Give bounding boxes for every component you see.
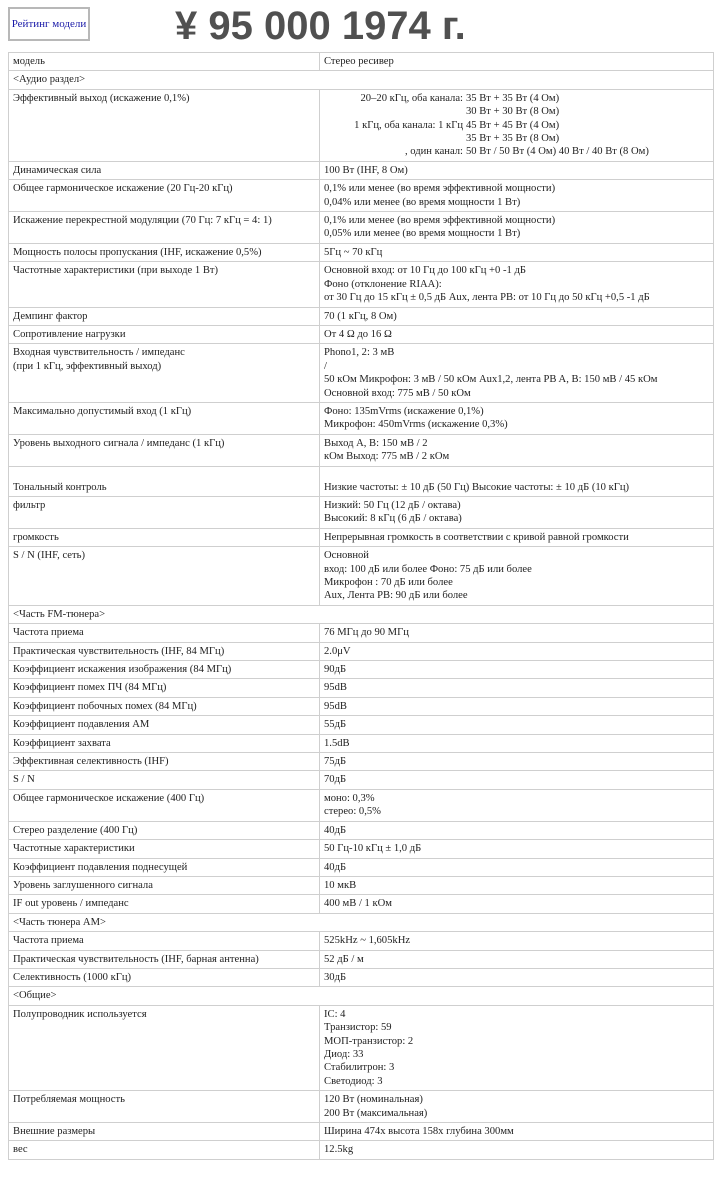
- spec-value: [320, 180, 714, 212]
- spec-value: [320, 243, 714, 261]
- effective-output-value: 35 Вт + 35 Вт (8 Ом): [466, 133, 560, 145]
- spec-row: [9, 624, 714, 642]
- section-heading: <Общие>: [9, 987, 714, 1005]
- spec-row: [9, 161, 714, 179]
- spec-label: [9, 53, 320, 71]
- effective-output-condition: [330, 132, 463, 145]
- spec-value-line: 70дБ: [324, 774, 347, 786]
- spec-label-text: Общее гармоническое искажение (400 Гц): [13, 792, 205, 804]
- spec-value-line: 525kHz ~ 1,605kHz: [324, 935, 411, 947]
- spec-value: [320, 661, 714, 679]
- section-row: [9, 987, 714, 1005]
- spec-value-line: 40дБ: [324, 824, 347, 836]
- spec-label-text: Коэффициент побочных помех (84 МГц): [13, 700, 197, 712]
- spec-value: [320, 679, 714, 697]
- price-year-title: ¥ 95 000 1974 г.: [175, 4, 466, 48]
- spec-label: [9, 679, 320, 697]
- effective-output-condition: , один канал:: [404, 146, 463, 158]
- spec-row: [9, 697, 714, 715]
- spec-value: [320, 434, 714, 466]
- spec-row: [9, 402, 714, 434]
- spec-label-text: Сопротивление нагрузки: [13, 328, 126, 340]
- spec-value: [320, 642, 714, 660]
- spec-value: [320, 325, 714, 343]
- effective-output-value: 30 Вт + 30 Вт (8 Ом): [466, 106, 560, 118]
- spec-value: [320, 1091, 714, 1123]
- spec-value: [320, 716, 714, 734]
- rating-button-label: Рейтинг модели: [11, 17, 87, 30]
- spec-label: [9, 243, 320, 261]
- spec-value-line: МОП-транзистор: 2: [324, 1035, 414, 1047]
- spec-label: [9, 661, 320, 679]
- spec-label-text: Динамическая сила: [13, 164, 102, 176]
- spec-value-line: 95dB: [324, 682, 347, 694]
- spec-value: [320, 161, 714, 179]
- spec-value: [320, 858, 714, 876]
- spec-value-line: 2.0μV: [324, 645, 351, 657]
- spec-value-line: Непрерывная громкость в соответствии с кривой равной громкости: [324, 531, 629, 543]
- spec-label: [9, 753, 320, 771]
- spec-row: [9, 496, 714, 528]
- spec-value-line: вход: 100 дБ или более Фоно: 75 дБ или более: [324, 563, 532, 575]
- spec-label-text: Частотные характеристики (при выходе 1 Вт): [13, 265, 219, 277]
- spec-label: [9, 642, 320, 660]
- spec-row: [9, 840, 714, 858]
- spec-row: [9, 734, 714, 752]
- section-heading: <Часть FM-тюнера>: [9, 605, 714, 623]
- spec-label: [9, 89, 320, 161]
- spec-value-line: Основной: [324, 550, 369, 562]
- spec-value-line: Выход A, B: 150 мВ / 2: [324, 437, 428, 449]
- spec-row: [9, 243, 714, 261]
- spec-row: [9, 1091, 714, 1123]
- section-heading: <Часть тюнера AM>: [9, 913, 714, 931]
- spec-value: [320, 840, 714, 858]
- spec-label: [9, 466, 320, 496]
- effective-output-value: 45 Вт + 45 Вт (4 Ом): [466, 119, 560, 131]
- spec-row: [9, 307, 714, 325]
- spec-value: [320, 789, 714, 821]
- spec-value-line: Phono1, 2: 3 мВ: [324, 347, 395, 359]
- spec-value-line: от 30 Гц до 15 кГц ± 0,5 дБ Aux, лента PB: от 10 Гц до 50 кГц +0,5 -1 дБ: [324, 292, 650, 304]
- spec-value: [320, 771, 714, 789]
- spec-value-line: 0,1% или менее (во время эффективной мощности): [324, 215, 556, 227]
- spec-value-line: Микрофон: 450mVrms (искажение 0,3%): [324, 419, 508, 431]
- spec-value: [320, 547, 714, 606]
- spec-value-line: кОм Выход: 775 мВ / 2 кОм: [324, 451, 450, 463]
- spec-label: [9, 734, 320, 752]
- spec-value: [320, 262, 714, 307]
- spec-label-text: фильтр: [13, 499, 46, 511]
- spec-label-text: Эффективная селективность (IHF): [13, 756, 169, 768]
- spec-value-line: Транзистор: 59: [324, 1022, 392, 1034]
- spec-value: [320, 950, 714, 968]
- spec-row: [9, 642, 714, 660]
- spec-value-line: 400 мВ / 1 кОм: [324, 898, 392, 910]
- spec-value-line: 95dB: [324, 700, 347, 712]
- effective-output-value: 50 Вт / 50 Вт (4 Ом) 40 Вт / 40 Вт (8 Ом): [466, 146, 649, 158]
- spec-label: [9, 858, 320, 876]
- spec-row: [9, 180, 714, 212]
- section-row: [9, 913, 714, 931]
- spec-value-line: 75дБ: [324, 756, 347, 768]
- spec-value-line: 55дБ: [324, 719, 347, 731]
- spec-value: [320, 1005, 714, 1090]
- spec-value: [320, 753, 714, 771]
- spec-value-line: моно: 0,3%: [324, 792, 375, 804]
- spec-row: [9, 968, 714, 986]
- spec-label-text: Коэффициент захвата: [13, 737, 111, 749]
- spec-label: [9, 496, 320, 528]
- effective-output-value: 35 Вт + 35 Вт (4 Ом): [466, 92, 560, 104]
- spec-label-text: Общее гармоническое искажение (20 Гц-20 кГц): [13, 183, 233, 195]
- spec-label-text: S / N: [13, 774, 35, 786]
- spec-label: [9, 789, 320, 821]
- spec-row: [9, 466, 714, 496]
- spec-label-text: Уровень выходного сигнала / импеданс (1 кГц): [13, 437, 225, 449]
- spec-row: [9, 262, 714, 307]
- spec-row: [9, 325, 714, 343]
- spec-value: [320, 53, 714, 71]
- spec-value-line: 0,05% или менее (во время мощности 1 Вт): [324, 228, 521, 240]
- spec-label-text: IF out уровень / импеданс: [13, 898, 129, 910]
- spec-label-text: Частотные характеристики: [13, 843, 135, 855]
- spec-value: [320, 466, 714, 496]
- section-row: [9, 605, 714, 623]
- spec-table-body: [9, 53, 714, 1160]
- spec-value: [320, 307, 714, 325]
- spec-label: [9, 876, 320, 894]
- spec-value: [320, 932, 714, 950]
- spec-value-line: 90дБ: [324, 664, 347, 676]
- spec-value: [320, 821, 714, 839]
- spec-value: [320, 528, 714, 546]
- spec-value-line: Стерео ресивер: [324, 56, 394, 67]
- spec-value: [320, 402, 714, 434]
- spec-row: [9, 1123, 714, 1141]
- spec-label: [9, 950, 320, 968]
- spec-label: [9, 344, 320, 403]
- spec-value-line: Диод: 33: [324, 1048, 364, 1060]
- spec-label: [9, 547, 320, 606]
- spec-value-line: 70 (1 кГц, 8 Ом): [324, 310, 397, 322]
- spec-value-line: 52 дБ / м: [324, 953, 364, 965]
- spec-value-line: Светодиод: 3: [324, 1075, 383, 1087]
- spec-value-line: 0,1% или менее (во время эффективной мощности): [324, 183, 556, 195]
- spec-value-line: 50 кОм Микрофон: 3 мВ / 50 кОм Aux1,2, лента PB A, B: 150 мВ / 45 кОм: [324, 374, 658, 386]
- spec-value-line: Высокий: 8 кГц (6 дБ / октава): [324, 513, 462, 525]
- spec-row: [9, 716, 714, 734]
- spec-row: [9, 1005, 714, 1090]
- spec-label-text: Демпинг фактор: [13, 310, 88, 322]
- spec-value: [320, 895, 714, 913]
- effective-output-condition: 1 кГц, оба канала: 1 кГц: [354, 119, 463, 131]
- spec-value: [320, 968, 714, 986]
- spec-label-text: Внешние размеры: [13, 1126, 96, 1137]
- spec-row: [9, 547, 714, 606]
- spec-value-line: Низкие частоты: ± 10 дБ (50 Гц) Высокие частоты: ± 10 дБ (10 кГц): [324, 481, 630, 493]
- spec-label: [9, 161, 320, 179]
- spec-label-text: Мощность полосы пропускания (IHF, искажение 0,5%): [13, 246, 262, 258]
- spec-value-line: Ширина 474x высота 158x глубина 300мм: [324, 1126, 514, 1137]
- spec-value-line: Стабилитрон: 3: [324, 1062, 395, 1074]
- spec-label-text: Уровень заглушенного сигнала: [13, 879, 153, 891]
- spec-value-line: 76 МГц до 90 МГц: [324, 627, 409, 639]
- spec-value-line: Основной вход: 775 мВ / 50 кОм: [324, 387, 471, 399]
- spec-label-text: Тональный контроль: [13, 481, 107, 493]
- spec-value-line: 200 Вт (максимальная): [324, 1107, 428, 1119]
- spec-value-line: Низкий: 50 Гц (12 дБ / октава): [324, 499, 461, 511]
- spec-row: [9, 89, 714, 161]
- spec-label-text: Частота приема: [13, 935, 84, 947]
- spec-label: [9, 968, 320, 986]
- spec-label: [9, 528, 320, 546]
- spec-value-line: /: [324, 360, 327, 372]
- spec-value: [320, 876, 714, 894]
- page-header: [0, 0, 722, 50]
- spec-label-text: Селективность (1000 кГц): [13, 971, 132, 983]
- spec-row: [9, 1141, 714, 1159]
- spec-label: [9, 307, 320, 325]
- spec-label-text: Коэффициент искажения изображения (84 МГц): [13, 664, 232, 676]
- spec-label: [9, 624, 320, 642]
- spec-value-line: От 4 Ω до 16 Ω: [324, 328, 392, 340]
- spec-value-line: Фоно (отклонение RIAA):: [324, 278, 442, 290]
- spec-label-text: Коэффициент подавления поднесущей: [13, 861, 188, 873]
- spec-label: [9, 1005, 320, 1090]
- spec-label-text: Входная чувствительность / импеданс (при 1 кГц, эффективный выход): [13, 347, 185, 372]
- spec-value: [320, 624, 714, 642]
- spec-row: [9, 753, 714, 771]
- spec-value-line: Aux, Лента PB: 90 дБ или более: [324, 590, 468, 602]
- spec-label: [9, 697, 320, 715]
- spec-value-line: Фоно: 135mVrms (искажение 0,1%): [324, 405, 484, 417]
- spec-row: [9, 876, 714, 894]
- spec-label-text: Практическая чувствительность (IHF, 84 МГц): [13, 645, 225, 657]
- spec-row: [9, 821, 714, 839]
- spec-row: [9, 895, 714, 913]
- spec-label-text: Практическая чувствительность (IHF, барная антенна): [13, 953, 259, 965]
- spec-label-text: Полупроводник используется: [13, 1008, 147, 1020]
- spec-label-text: вес: [13, 1144, 28, 1156]
- spec-label-text: громкость: [13, 531, 59, 543]
- spec-label-text: S / N (IHF, сеть): [13, 550, 85, 562]
- spec-label-text: Коэффициент подавления AM: [13, 719, 150, 731]
- spec-value-line: 0,04% или менее (во время мощности 1 Вт): [324, 196, 521, 208]
- spec-value: [320, 1123, 714, 1141]
- spec-label: [9, 932, 320, 950]
- spec-value: [320, 89, 714, 161]
- spec-label-text: Коэффициент помех ПЧ (84 МГц): [13, 682, 167, 694]
- spec-table: [8, 52, 714, 1160]
- spec-label-text: Частота приема: [13, 627, 84, 639]
- spec-label: [9, 212, 320, 244]
- spec-label: [9, 325, 320, 343]
- spec-row: [9, 932, 714, 950]
- rating-button[interactable]: [8, 7, 90, 41]
- spec-value-line: стерео: 0,5%: [324, 806, 381, 818]
- spec-row: [9, 344, 714, 403]
- spec-row: [9, 53, 714, 71]
- spec-label-text: Потребляемая мощность: [13, 1094, 125, 1106]
- spec-value-line: Микрофон : 70 дБ или более: [324, 577, 453, 588]
- spec-value-line: 120 Вт (номинальная): [324, 1094, 423, 1106]
- spec-label: [9, 840, 320, 858]
- spec-label: [9, 1091, 320, 1123]
- spec-label: [9, 1141, 320, 1159]
- spec-label: [9, 821, 320, 839]
- spec-value: [320, 697, 714, 715]
- spec-value-line: 1.5dB: [324, 737, 350, 749]
- spec-label: [9, 262, 320, 307]
- spec-label-text: Стерео разделение (400 Гц): [13, 824, 138, 836]
- spec-value: [320, 496, 714, 528]
- spec-value-line: Основной вход: от 10 Гц до 100 кГц +0 -1 дБ: [324, 265, 526, 277]
- spec-value: [320, 344, 714, 403]
- spec-row: [9, 528, 714, 546]
- spec-value-line: 40дБ: [324, 861, 347, 873]
- spec-label: [9, 180, 320, 212]
- spec-label-text: модель: [13, 56, 45, 67]
- spec-label: [9, 434, 320, 466]
- spec-row: [9, 789, 714, 821]
- spec-label: [9, 895, 320, 913]
- spec-label: [9, 1123, 320, 1141]
- spec-value-line: 100 Вт (IHF, 8 Ом): [324, 164, 408, 176]
- spec-value: [320, 1141, 714, 1159]
- section-row: [9, 71, 714, 89]
- spec-row: [9, 858, 714, 876]
- spec-row: [9, 950, 714, 968]
- spec-label-text: Искажение перекрестной модуляции (70 Гц: 7 кГц = 4: 1): [13, 215, 272, 227]
- effective-output-condition: [330, 105, 463, 118]
- spec-label: [9, 716, 320, 734]
- spec-value-line: 50 Гц-10 кГц ± 1,0 дБ: [324, 843, 422, 855]
- effective-output-condition: 20–20 кГц, оба канала:: [360, 92, 463, 104]
- spec-row: [9, 771, 714, 789]
- spec-row: [9, 679, 714, 697]
- section-heading: <Аудио раздел>: [9, 71, 714, 89]
- spec-value: [320, 212, 714, 244]
- spec-value: [320, 734, 714, 752]
- effective-output-grid: [324, 92, 709, 159]
- spec-label: [9, 771, 320, 789]
- spec-label: [9, 402, 320, 434]
- spec-row: [9, 434, 714, 466]
- spec-value-line: IC: 4: [324, 1008, 346, 1020]
- spec-row: [9, 661, 714, 679]
- spec-value-line: 30дБ: [324, 971, 347, 983]
- spec-value-line: 5Гц ~ 70 кГц: [324, 246, 383, 258]
- spec-label-text: Максимально допустимый вход (1 кГц): [13, 405, 192, 417]
- spec-label-text: Эффективный выход (искажение 0,1%): [13, 92, 190, 104]
- spec-value-line: 12.5kg: [324, 1144, 354, 1156]
- spec-value-line: 10 мкВ: [324, 879, 357, 891]
- spec-row: [9, 212, 714, 244]
